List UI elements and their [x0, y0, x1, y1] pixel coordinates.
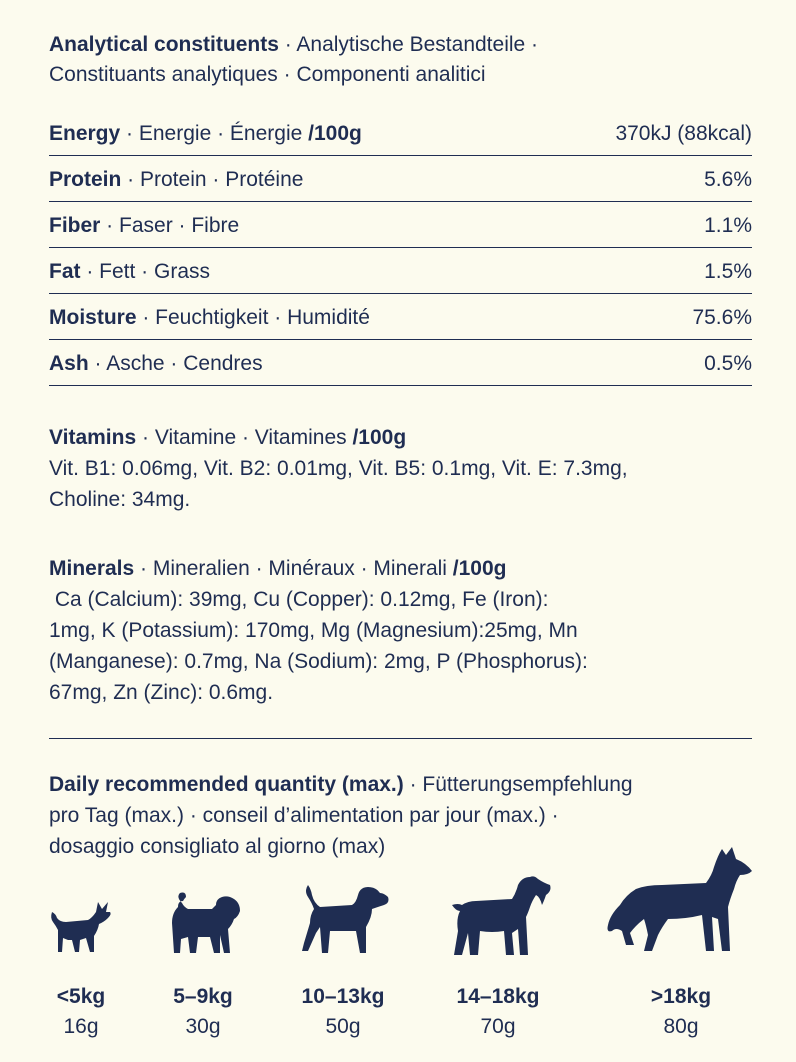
vitamins-unit: /100g: [352, 426, 407, 449]
dog-size-icons: [0, 845, 796, 965]
constituent-value: 1.5%: [704, 259, 752, 283]
beagle-icon: [298, 883, 392, 959]
constituent-translations: · Asche · Cendres: [88, 351, 263, 375]
amount-label: 16g: [63, 1015, 99, 1038]
vitamins-section: [49, 422, 752, 515]
constituents-table: [49, 110, 752, 386]
daily-translations: · Fütterungsempfehlung: [403, 773, 633, 796]
daily-translations-line3: dosaggio consigliato al giorno (max): [49, 835, 386, 858]
feeding-column: [621, 982, 741, 1042]
minerals-text: 1mg, K (Potassium): 170mg, Mg (Magnesium):25mg, Mn: [49, 619, 578, 642]
content: [49, 30, 752, 862]
constituent-translations: · Energie · Énergie: [120, 121, 309, 145]
weight-label: 5–9kg: [173, 985, 233, 1008]
section-divider: [49, 738, 752, 739]
amount-label: 80g: [663, 1015, 699, 1038]
feeding-column: [143, 982, 263, 1042]
amount-label: 70g: [480, 1015, 516, 1038]
constituent-value: 370kJ (88kcal): [615, 121, 752, 145]
analytical-translations-line2: Constituants analytiques · Componenti analitici: [49, 63, 486, 86]
vitamins-translations: · Vitamine · Vitamines: [136, 426, 353, 449]
feeding-column: [21, 982, 141, 1042]
daily-translations-line2: pro Tag (max.) · conseil d’alimentation par jour (max.) ·: [49, 804, 559, 827]
table-row: [49, 156, 752, 202]
constituent-value: 1.1%: [704, 213, 752, 237]
vitamins-text: Vit. B1: 0.06mg, Vit. B2: 0.01mg, Vit. B5: 0.1mg, Vit. E: 7.3mg,: [49, 457, 628, 480]
schnauzer-icon: [446, 875, 554, 957]
weight-label: <5kg: [56, 985, 106, 1008]
table-row: [49, 340, 752, 386]
constituent-translations: · Faser · Fibre: [100, 213, 240, 237]
weight-label: >18kg: [650, 985, 712, 1008]
feeding-column: [283, 982, 403, 1042]
constituent-name: Fiber: [49, 213, 101, 237]
vitamins-title: Vitamins: [49, 426, 137, 449]
constituent-value: 5.6%: [704, 167, 752, 191]
minerals-section: [49, 553, 752, 708]
analytical-title: Analytical constituents: [49, 33, 279, 56]
constituent-unit: /100g: [308, 121, 362, 145]
daily-title: Daily recommended quantity (max.): [49, 773, 404, 796]
constituent-name: Ash: [49, 351, 89, 375]
constituent-name: Fat: [49, 259, 81, 283]
analytical-heading: [49, 30, 752, 90]
weight-label: 10–13kg: [301, 985, 385, 1008]
table-row: [49, 110, 752, 156]
constituent-name: Moisture: [49, 305, 137, 329]
vitamins-text: Choline: 34mg.: [49, 488, 191, 511]
table-row: [49, 294, 752, 340]
pug-icon: [168, 889, 242, 957]
constituent-translations: · Protein · Protéine: [121, 167, 304, 191]
minerals-unit: /100g: [452, 557, 507, 580]
table-row: [49, 248, 752, 294]
amount-label: 30g: [185, 1015, 221, 1038]
constituent-value: 75.6%: [692, 305, 752, 329]
minerals-title: Minerals: [49, 557, 135, 580]
constituent-name: Energy: [49, 121, 121, 145]
feeding-column: [438, 982, 558, 1042]
weight-label: 14–18kg: [456, 985, 540, 1008]
analytical-translations: · Analytische Bestandteile ·: [278, 33, 539, 56]
constituent-name: Protein: [49, 167, 122, 191]
table-row: [49, 202, 752, 248]
minerals-text: (Manganese): 0.7mg, Na (Sodium): 2mg, P (Phosphorus):: [49, 650, 588, 673]
constituent-translations: · Feuchtigkeit · Humidité: [136, 305, 370, 329]
husky-icon: [606, 845, 754, 955]
minerals-translations: · Mineralien · Minéraux · Minerali: [134, 557, 453, 580]
chihuahua-icon: [48, 900, 114, 956]
constituent-value: 0.5%: [704, 351, 752, 375]
amount-label: 50g: [325, 1015, 361, 1038]
minerals-text: 67mg, Zn (Zinc): 0.6mg.: [49, 681, 274, 704]
minerals-text: Ca (Calcium): 39mg, Cu (Copper): 0.12mg, Fe (Iron):: [49, 588, 549, 611]
constituent-translations: · Fett · Grass: [80, 259, 211, 283]
